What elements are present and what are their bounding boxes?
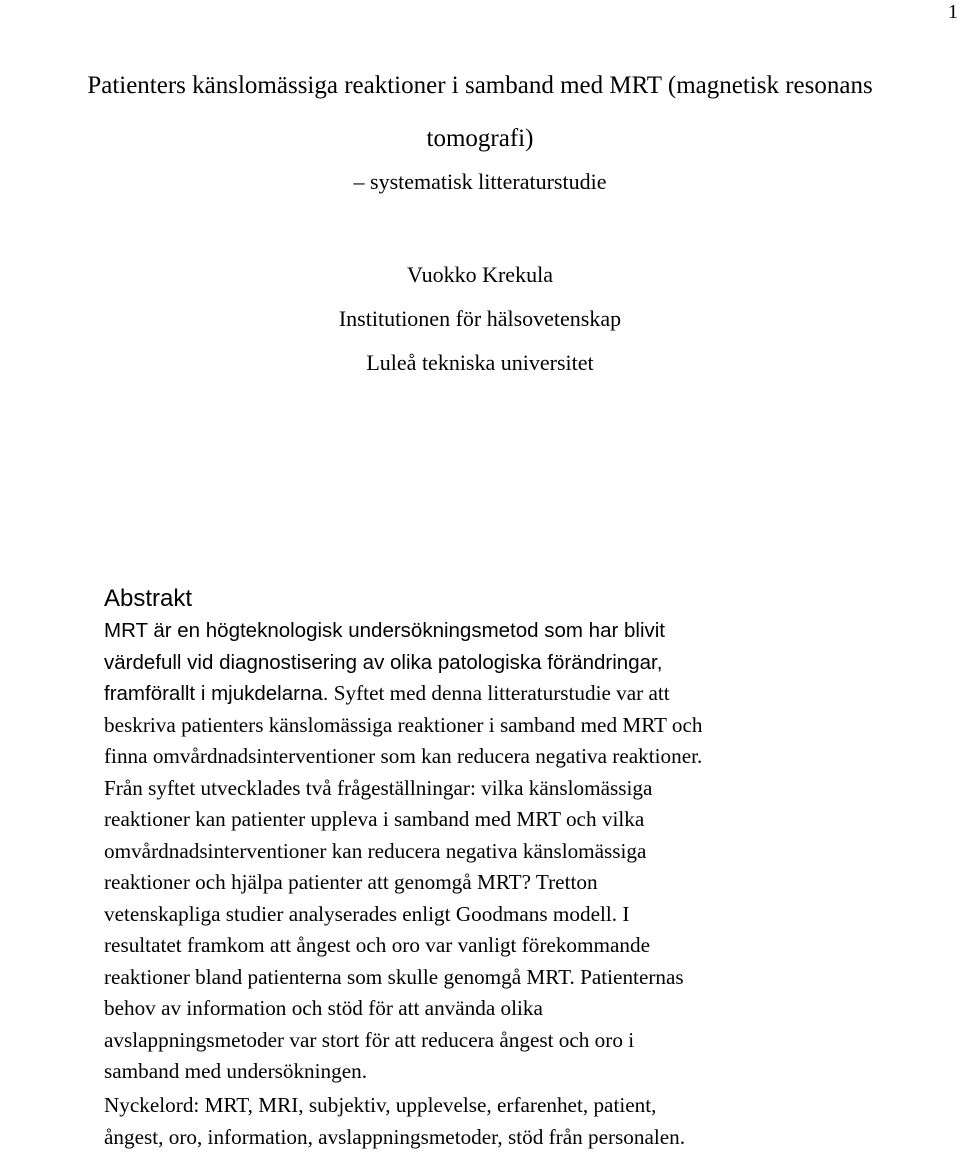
title-block	[0, 68, 960, 195]
abstract-line: MRT är en högteknologisk undersökningsmetod som har blivit	[104, 615, 844, 647]
abstract-line: samband med undersökningen.	[104, 1056, 844, 1088]
abstract-line	[104, 678, 844, 710]
abstract-line: behov av information och stöd för att använda olika	[104, 993, 844, 1025]
title-line-2: tomografi)	[0, 121, 960, 157]
document-subtitle: – systematisk litteraturstudie	[0, 169, 960, 195]
author-block	[0, 262, 960, 394]
abstract-section	[104, 583, 844, 1088]
abstract-line: Från syftet utvecklades två frågeställningar: vilka känslomässiga	[104, 773, 844, 805]
keywords-line: Nyckelord: MRT, MRI, subjektiv, upplevelse, erfarenhet, patient,	[104, 1090, 685, 1122]
abstract-line: reaktioner bland patienterna som skulle genomgå MRT. Patienternas	[104, 962, 844, 994]
abstract-line: vetenskapliga studier analyserades enligt Goodmans modell. I	[104, 899, 844, 931]
abstract-line: resultatet framkom att ångest och oro var vanligt förekommande	[104, 930, 844, 962]
abstract-line: avslappningsmetoder var stort för att reducera ångest och oro i	[104, 1025, 844, 1057]
abstract-heading: Abstrakt	[104, 583, 844, 615]
abstract-line-start: framförallt i mjukdelarna.	[104, 682, 328, 705]
abstract-line: reaktioner kan patienter uppleva i samband med MRT och vilka	[104, 804, 844, 836]
document-title	[0, 68, 960, 157]
page-number: 1	[948, 0, 958, 24]
keywords-line: ångest, oro, information, avslappningsmetoder, stöd från personalen.	[104, 1122, 685, 1153]
abstract-line: omvårdnadsinterventioner kan reducera negativa känslomässiga	[104, 836, 844, 868]
abstract-line: beskriva patienters känslomässiga reaktioner i samband med MRT och	[104, 710, 844, 742]
institution-name: Institutionen för hälsovetenskap	[0, 306, 960, 350]
title-line-1: Patienters känslomässiga reaktioner i samband med MRT (magnetisk resonans	[87, 72, 872, 99]
abstract-line: värdefull vid diagnostisering av olika patologiska förändringar,	[104, 647, 844, 679]
keywords-section	[104, 1090, 685, 1153]
abstract-line-rest: Syftet med denna litteraturstudie var att	[328, 681, 669, 705]
abstract-line: finna omvårdnadsinterventioner som kan reducera negativa reaktioner.	[104, 741, 844, 773]
abstract-line: reaktioner och hjälpa patienter att genomgå MRT? Tretton	[104, 867, 844, 899]
author-name: Vuokko Krekula	[0, 262, 960, 306]
university-name: Luleå tekniska universitet	[0, 350, 960, 394]
